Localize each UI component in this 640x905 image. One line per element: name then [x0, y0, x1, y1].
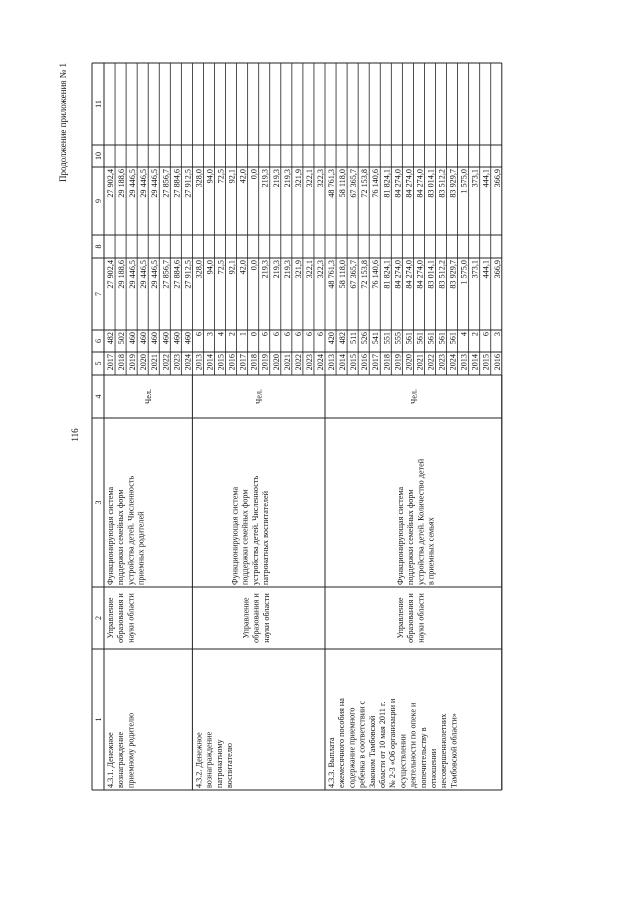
count-cell: 460 [161, 332, 171, 345]
year-cell: 2013 [459, 354, 469, 371]
value-col9-cell: 83 929,7 [448, 169, 458, 198]
page-number: 116 [70, 428, 80, 442]
item-line: патронатному [214, 739, 224, 788]
item-line: ребенка в соответствии с [357, 700, 367, 788]
value-col9-cell: 27 912,5 [183, 169, 193, 198]
value-col9-cell: 76 140,6 [371, 169, 381, 198]
value-col9-cell: 219,3 [282, 169, 292, 188]
item-line: деятельности по опеке и [408, 702, 418, 788]
value-col9-cell: 83 014,1 [426, 169, 436, 198]
unit-cell: Чел. [409, 388, 419, 405]
value-col7-cell: 321,9 [293, 260, 303, 279]
count-cell: 6 [282, 332, 292, 337]
value-col9-cell: 219,3 [271, 169, 281, 188]
count-cell: 1 [238, 332, 248, 337]
indicator-line: устройства детей. Количество детей [416, 458, 426, 585]
value-col9-cell: 42,0 [238, 169, 248, 184]
count-cell: 6 [271, 332, 281, 337]
count-cell: 555 [393, 332, 403, 345]
value-col7-cell: 67 365,7 [349, 260, 359, 289]
year-cell: 2024 [448, 354, 458, 371]
value-col9-cell: 58 118,0 [338, 169, 348, 198]
year-cell: 2013 [327, 354, 336, 371]
count-cell: 551 [382, 332, 392, 345]
item-line: 4.3.2. Денежное [194, 732, 204, 788]
value-col9-cell: 72,5 [216, 169, 226, 184]
count-cell: 561 [426, 332, 436, 345]
count-cell: 511 [349, 332, 359, 344]
value-col7-cell: 219,3 [260, 260, 270, 279]
value-col7-cell: 444,1 [481, 260, 491, 279]
value-col9-cell: 322,1 [304, 169, 314, 188]
year-cell: 2018 [117, 354, 127, 371]
indicator-line: в приемных семьях [426, 517, 436, 585]
count-cell: 561 [448, 332, 458, 345]
value-col7-cell: 92,1 [227, 260, 237, 275]
indicator-line: поддержки семейных форм [116, 489, 126, 585]
year-cell: 2018 [382, 354, 392, 371]
value-col9-cell: 84 274,0 [393, 169, 403, 198]
value-col7-cell: 373,1 [470, 260, 480, 279]
value-col7-cell: 27 856,7 [161, 260, 171, 289]
value-col7-cell: 29 446,5 [139, 260, 149, 289]
value-col9-cell: 92,1 [227, 169, 237, 184]
value-col7-cell: 27 902,4 [106, 260, 115, 289]
value-col7-cell: 81 824,1 [382, 260, 392, 289]
value-col9-cell: 83 512,2 [437, 169, 447, 198]
year-cell: 2023 [172, 354, 182, 371]
year-cell: 2019 [393, 354, 403, 371]
year-cell: 2022 [293, 354, 303, 371]
value-col9-cell: 321,9 [293, 169, 303, 188]
year-cell: 2013 [194, 354, 204, 371]
value-col7-cell: 322,3 [315, 260, 325, 279]
year-cell: 2021 [415, 354, 425, 371]
year-cell: 2021 [282, 354, 292, 371]
value-col7-cell: 219,3 [282, 260, 292, 279]
indicator-line: Функционирующая система [230, 486, 240, 585]
executor-line: Управление [106, 597, 115, 639]
value-col9-cell: 27 856,7 [161, 169, 171, 198]
count-cell: 6 [315, 332, 325, 337]
column-header-4: 4 [94, 394, 103, 399]
value-col7-cell: 58 118,0 [338, 260, 348, 289]
indicator-line: Функционирующая система [106, 486, 115, 585]
executor-line: науки области [126, 593, 136, 643]
count-cell: 502 [117, 332, 127, 345]
year-cell: 2020 [139, 354, 149, 371]
year-cell: 2019 [260, 354, 270, 371]
indicator-line: патронатных воспитателей [261, 491, 270, 585]
value-col9-cell: 72 153,8 [360, 169, 370, 198]
value-col7-cell: 29 446,5 [128, 260, 138, 289]
column-header-3: 3 [94, 500, 103, 505]
year-cell: 2015 [481, 354, 491, 371]
value-col7-cell: 76 140,6 [371, 260, 381, 289]
year-cell: 2023 [304, 354, 314, 371]
value-col9-cell: 81 824,1 [382, 169, 392, 198]
value-col7-cell: 29 188,6 [117, 260, 127, 289]
item-line: 4.3.3. Выплата [327, 737, 336, 788]
value-col7-cell: 0,0 [249, 260, 259, 271]
value-col7-cell: 27 884,6 [172, 260, 182, 289]
item-line: несовершеннолетних [439, 713, 449, 788]
executor-line: Управление [396, 597, 405, 639]
value-col7-cell: 27 912,5 [183, 260, 193, 289]
count-cell: 4 [216, 332, 226, 337]
count-cell: 6 [194, 332, 204, 337]
indicator-line: устройства детей. Численность [126, 475, 136, 585]
count-cell: 561 [404, 332, 414, 345]
item-line: № 2-3 «Об организации и [388, 698, 398, 788]
year-cell: 2014 [470, 354, 480, 371]
value-col9-cell: 84 274,0 [404, 169, 414, 198]
value-col7-cell: 72,5 [216, 260, 226, 275]
count-cell: 460 [128, 332, 138, 345]
count-cell: 6 [304, 332, 314, 337]
unit-cell: Чел. [144, 388, 154, 405]
value-col9-cell: 0,0 [249, 169, 259, 180]
count-cell: 0 [249, 332, 259, 337]
value-col9-cell: 48 761,3 [327, 169, 336, 198]
column-header-2: 2 [94, 616, 103, 620]
count-cell: 460 [172, 332, 182, 345]
year-cell: 2015 [349, 354, 359, 371]
item-line: попечительству в [418, 727, 428, 788]
column-header-5: 5 [94, 361, 103, 366]
column-header-10: 10 [94, 152, 103, 160]
executor-line: образования и [406, 593, 416, 643]
year-cell: 2015 [216, 354, 226, 371]
value-col7-cell: 83 929,7 [448, 260, 458, 289]
count-cell: 6 [260, 332, 270, 337]
year-cell: 2016 [227, 354, 237, 371]
year-cell: 2017 [106, 354, 115, 371]
year-cell: 2017 [238, 354, 248, 371]
value-col9-cell: 27 902,4 [106, 169, 115, 198]
value-col9-cell: 29 446,5 [128, 169, 138, 198]
year-cell: 2016 [492, 354, 502, 371]
year-cell: 2017 [371, 354, 381, 371]
item-line: 4.3.1. Денежное [106, 732, 115, 788]
year-cell: 2024 [183, 354, 193, 371]
value-col9-cell: 94,0 [205, 169, 215, 184]
unit-cell: Чел. [254, 388, 264, 405]
year-cell: 2016 [360, 354, 370, 371]
value-col9-cell: 27 884,6 [172, 169, 182, 198]
indicator-line: приемных родителей [136, 511, 146, 585]
value-col7-cell: 328,0 [194, 260, 204, 279]
year-cell: 2018 [249, 354, 259, 371]
value-col7-cell: 42,0 [238, 260, 248, 275]
value-col9-cell: 444,1 [481, 169, 491, 188]
count-cell: 482 [106, 332, 115, 345]
count-cell: 460 [150, 332, 160, 345]
column-header-11: 11 [94, 100, 103, 108]
value-col9-cell: 366,9 [492, 169, 502, 188]
year-cell: 2024 [315, 354, 325, 371]
executor-line: образования и [251, 593, 261, 643]
count-cell: 6 [293, 332, 303, 337]
value-col7-cell: 72 153,8 [360, 260, 370, 289]
value-col7-cell: 83 512,2 [437, 260, 447, 289]
indicator-line: устройства детей. Численность [250, 475, 260, 585]
count-cell: 561 [437, 332, 447, 345]
count-cell: 3 [492, 332, 502, 337]
item-line: воспитателю [225, 742, 234, 788]
item-line: ежемесячного пособия на [337, 698, 347, 788]
value-col9-cell: 29 446,5 [139, 169, 149, 198]
indicator-line: поддержки семейных форм [406, 489, 416, 585]
value-col7-cell: 322,1 [304, 260, 314, 279]
executor-line: образования и [116, 593, 126, 643]
count-cell: 2 [227, 332, 237, 337]
column-header-6: 6 [94, 339, 103, 343]
value-col7-cell: 84 274,0 [415, 260, 425, 289]
indicator-line: Функционирующая система [396, 486, 405, 585]
value-col7-cell: 84 274,0 [404, 260, 414, 289]
year-cell: 2014 [205, 354, 215, 371]
continuation-label: Продолжение приложения № 1 [58, 63, 68, 183]
item-line: Законом Тамбовской [367, 715, 377, 788]
value-col7-cell: 94,0 [205, 260, 215, 275]
count-cell: 460 [183, 332, 193, 345]
executor-line: Управление [241, 597, 251, 639]
value-col7-cell: 83 014,1 [426, 260, 436, 289]
column-header-7: 7 [94, 292, 103, 296]
item-line: приемному родителю [126, 712, 136, 788]
year-cell: 2021 [150, 354, 160, 371]
executor-line: науки области [416, 593, 426, 643]
value-col9-cell: 219,3 [260, 169, 270, 188]
column-header-8: 8 [94, 244, 103, 249]
year-cell: 2020 [271, 354, 281, 371]
count-cell: 460 [139, 332, 149, 345]
value-col9-cell: 1 575,0 [459, 169, 469, 194]
value-col9-cell: 67 365,7 [349, 169, 359, 198]
value-col7-cell: 48 761,3 [327, 260, 336, 289]
year-cell: 2022 [426, 354, 436, 371]
value-col9-cell: 29 446,5 [150, 169, 160, 198]
year-cell: 2023 [437, 354, 447, 371]
value-col7-cell: 366,9 [492, 260, 502, 279]
item-line: осуществлении [398, 734, 408, 788]
executor-line: науки области [261, 593, 271, 643]
item-line: вознаграждение [204, 731, 214, 788]
indicator-line: поддержки семейных форм [240, 489, 250, 585]
value-col7-cell: 1 575,0 [459, 260, 469, 285]
value-col7-cell: 219,3 [271, 260, 281, 279]
count-cell: 482 [338, 332, 348, 345]
count-cell: 420 [327, 332, 336, 345]
value-col9-cell: 373,1 [470, 169, 480, 188]
year-cell: 2019 [128, 354, 138, 371]
column-header-9: 9 [94, 199, 103, 203]
value-col9-cell: 29 188,6 [117, 169, 127, 198]
value-col9-cell: 322,3 [315, 169, 325, 188]
value-col9-cell: 328,0 [194, 169, 204, 188]
year-cell: 2020 [404, 354, 414, 371]
value-col7-cell: 29 446,5 [150, 260, 160, 289]
count-cell: 561 [415, 332, 425, 345]
item-line: вознаграждение [116, 731, 126, 788]
count-cell: 2 [470, 332, 480, 337]
count-cell: 4 [459, 332, 469, 337]
year-cell: 2014 [338, 354, 348, 371]
item-line: отношении [429, 748, 438, 788]
count-cell: 526 [360, 332, 370, 345]
item-line: области от 10 мая 2011 г. [378, 701, 387, 788]
count-cell: 3 [205, 332, 215, 337]
column-header-1: 1 [94, 717, 103, 722]
count-cell: 6 [481, 332, 491, 337]
item-line: Тамбовской области» [449, 713, 459, 788]
count-cell: 541 [371, 332, 381, 345]
item-line: содержание приемного [347, 707, 357, 788]
value-col7-cell: 84 274,0 [393, 260, 403, 289]
value-col9-cell: 84 274,0 [415, 169, 425, 198]
year-cell: 2022 [161, 354, 171, 371]
